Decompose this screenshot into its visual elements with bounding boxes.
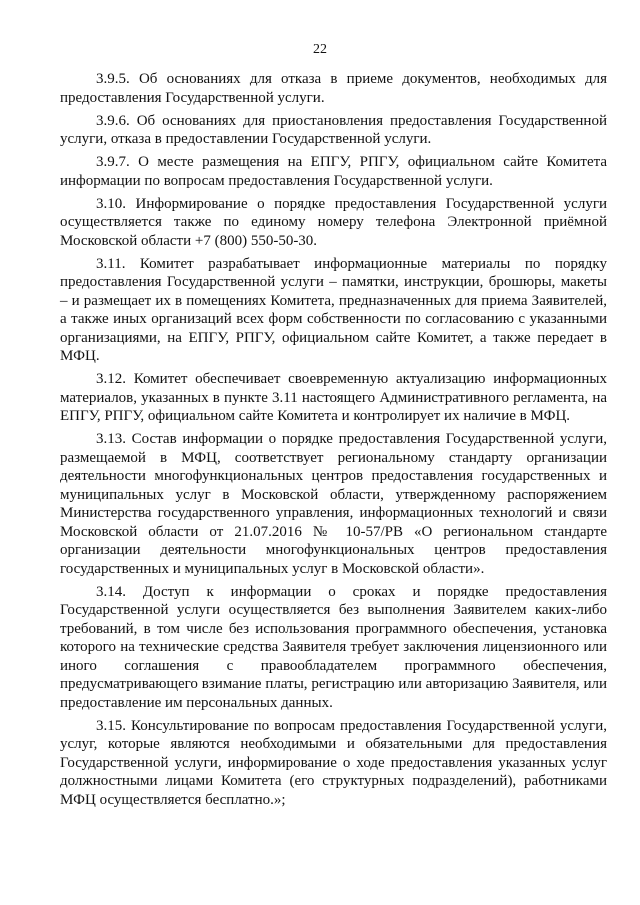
paragraph-3-9-6: 3.9.6. Об основаниях для приостановления предоставления Государственной услуги, отказа в предоставлении Государственной услуги. — [60, 112, 607, 147]
document-body — [60, 70, 607, 809]
paragraph-3-12: 3.12. Комитет обеспечивает своевременную актуализацию информационных материалов, указанных в пункте 3.11 настоящего Административного регламента, на ЕПГУ, РПГУ, официальном сайте Комитета и контролирует их наличие в МФЦ. — [60, 371, 607, 424]
paragraph-3-9-5: 3.9.5. Об основаниях для отказа в приеме документов, необходимых для предоставления Государственной услуги. — [60, 71, 607, 106]
paragraph-3-14: 3.14. Доступ к информации о сроках и порядке предоставления Государственной услуги осуществляется без выполнения Заявителем каких-либо требований, в том числе без использования программного обеспечения, установка которого на технические средства Заявителя требует заключения лицензионного или иного соглашения с правообладателем программного обеспечения, предусматривающего взимание платы, регистрацию или авторизацию Заявителя, или предоставление им персональных данных. — [60, 583, 607, 711]
paragraph-3-13: 3.13. Состав информации о порядке предоставления Государственной услуги, размещаемой в МФЦ, соответствует региональному стандарту организации деятельности многофункциональных центров предоставления государственных и муниципальных услуг в Московской области, утвержденному распоряжением Министерства государственного управления, информационных технологий и связи Московской области от 21.07.2016 № 10-57/РВ «О региональном стандарте организации деятельности многофункциональных центров предоставления государственных и муниципальных услуг в Московской области». — [60, 431, 607, 577]
paragraph-3-10: 3.10. Информирование о порядке предоставления Государственной услуги осуществляется также по единому номеру телефона Электронной приёмной Московской области +7 (800) 550-50-30. — [60, 195, 607, 249]
paragraph-3-11: 3.11. Комитет разрабатывает информационные материалы по порядку предоставления Государственной услуги – памятки, инструкции, брошюры, макеты – и размещает их в помещениях Комитета, предназначенных для приема Заявителей, а также иных организаций всех форм собственности по согласованию с указанными организациями, на ЕПГУ, РПГУ, официальном сайте Комитет, а также передает в МФЦ. — [60, 255, 607, 364]
paragraph-3-9-7: 3.9.7. О месте размещения на ЕПГУ, РПГУ, официальном сайте Комитета информации по вопросам предоставления Государственной услуги. — [60, 154, 607, 189]
paragraph-3-15: 3.15. Консультирование по вопросам предоставления Государственной услуги, услуг, которые являются необходимыми и обязательными для предоставления Государственной услуги, информирование о ходе предоставления указанных услуг должностными лицами Комитета (его структурных подразделений), работниками МФЦ осуществляется бесплатно.»; — [60, 717, 607, 808]
page-number: 22 — [313, 42, 327, 57]
